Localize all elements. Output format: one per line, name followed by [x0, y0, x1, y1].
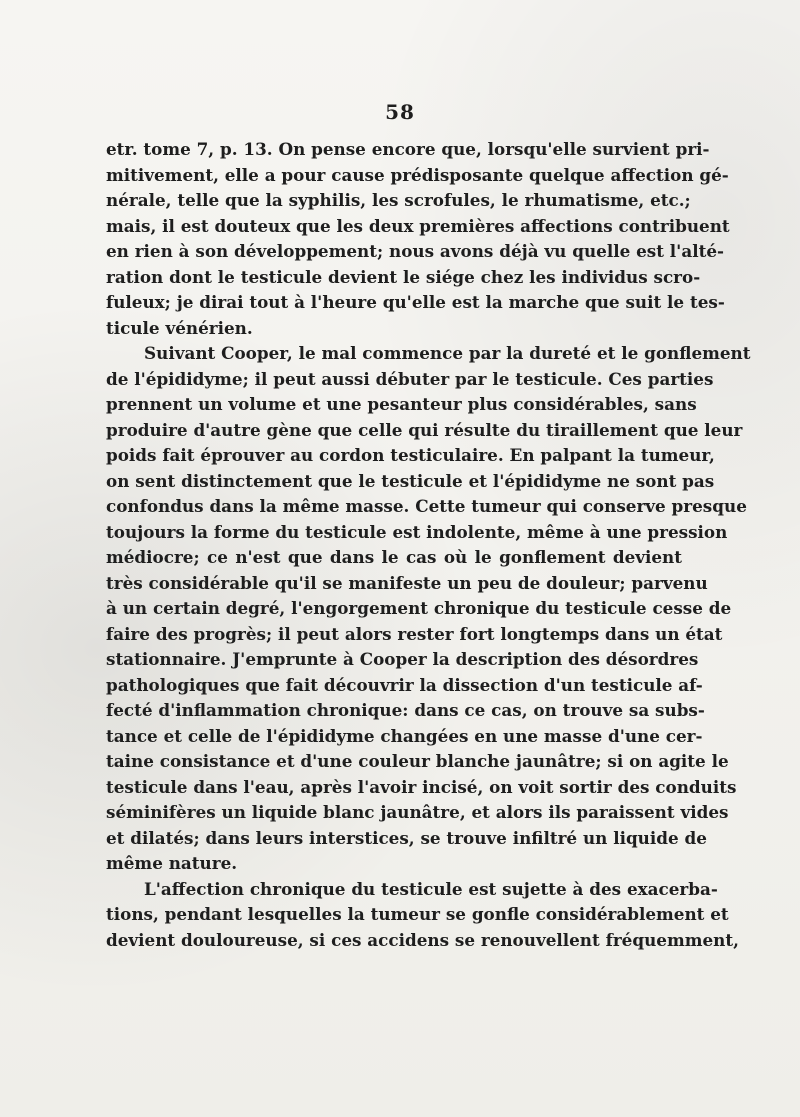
text-line: poids fait éprouver au cordon testiculaire. En palpant la tumeur, [106, 445, 715, 465]
text-line: taine consistance et d'une couleur blanche jaunâtre; si on agite le [106, 751, 729, 771]
text-line: devient douloureuse, si ces accidens se renouvellent fréquemment, [106, 929, 739, 950]
text-line: stationnaire. J'emprunte à Cooper la description des désordres [106, 649, 699, 669]
text-line: ration dont le testicule devient le siége chez les individus scro- [106, 266, 701, 287]
text-line: même nature. [106, 853, 238, 873]
text-line: séminifères un liquide blanc jaunâtre, et alors ils paraissent vides [106, 802, 729, 822]
text-line: prennent un volume et une pesanteur plus considérables, sans [106, 394, 697, 414]
text-line: nérale, telle que la syphilis, les scrofules, le rhumatisme, etc.; [106, 190, 691, 210]
text-line: fecté d'inflammation chronique: dans ce cas, on trouve sa subs- [106, 700, 705, 720]
text-line: toujours la forme du testicule est indolente, même à une pression [106, 521, 728, 542]
text-line: fuleux; je dirai tout à l'heure qu'elle est la marche que suit le tes- [106, 292, 725, 312]
text-line: à un certain degré, l'engorgement chronique du testicule cesse de [106, 598, 732, 618]
text-line: et dilatés; dans leurs interstices, se trouve infiltré un liquide de [106, 827, 707, 848]
text-line: mitivement, elle a pour cause prédisposante quelque affection gé- [106, 164, 729, 185]
text-line: très considérable qu'il se manifeste un peu de douleur; parvenu [106, 572, 708, 593]
text-line: mais, il est douteux que les deux premières affections contribuent [106, 215, 730, 236]
text-line: ticule vénérien. [106, 317, 253, 338]
text-line: médiocre; ce n'est que dans le cas où le gonflement devient [106, 547, 682, 567]
text-line: produire d'autre gène que celle qui résulte du tiraillement que leur [106, 419, 743, 440]
text-line: de l'épididyme; il peut aussi débuter par le testicule. Ces parties [106, 368, 714, 389]
text-line: faire des progrès; il peut alors rester fort longtemps dans un état [106, 623, 723, 644]
paragraph-start-line: Suivant Cooper, le mal commence par la dureté et le gonflement [144, 343, 751, 363]
text-line: on sent distinctement que le testicule et l'épididyme ne sont pas [106, 470, 715, 491]
text-line: etr. tome 7, p. 13. On pense encore que, lorsqu'elle survient pri- [106, 139, 710, 159]
text-line: tions, pendant lesquelles la tumeur se gonfle considérablement et [106, 904, 729, 924]
page-text [106, 137, 751, 953]
text-line: en rien à son développement; nous avons déjà vu quelle est l'alté- [106, 241, 724, 261]
text-line: confondus dans la même masse. Cette tumeur qui conserve presque [106, 496, 747, 516]
text-line: tance et celle de l'épididyme changées en une masse d'une cer- [106, 725, 703, 746]
text-line: testicule dans l'eau, après l'avoir incisé, on voit sortir des conduits [106, 776, 737, 797]
text-line: pathologiques que fait découvrir la dissection d'un testicule af- [106, 674, 703, 695]
paragraph-start-line: L'affection chronique du testicule est sujette à des exacerba- [144, 878, 718, 899]
page-number: 58 [385, 100, 415, 124]
